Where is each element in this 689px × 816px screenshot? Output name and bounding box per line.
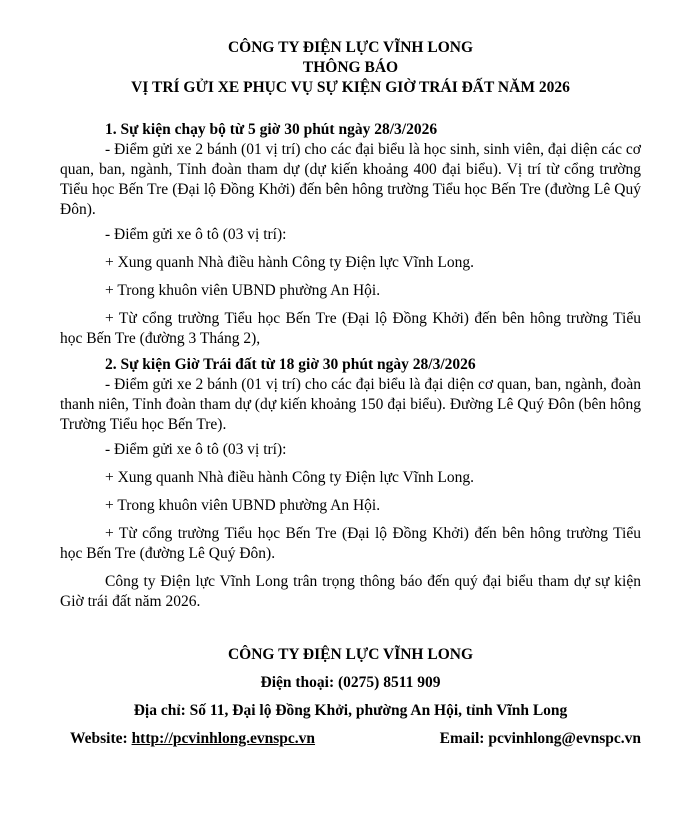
document-header: [60, 0, 641, 98]
section-1-title: 1. Sự kiện chạy bộ từ 5 giờ 30 phút ngày 28/3/2026: [105, 121, 438, 138]
footer-contact-line: [60, 729, 641, 749]
footer-phone: Điện thoại: (0275) 8511 909: [260, 674, 441, 691]
footer-email: Email: pcvinhlong@evnspc.vn: [439, 730, 641, 747]
notice-title: THÔNG BÁO: [302, 59, 399, 76]
section-2-paragraph: - Điểm gửi xe 2 bánh (01 vị trí) cho các đại biểu là đại diện cơ quan, ban, ngành, đoàn thanh niên, Tỉnh đoàn tham dự (dự kiến khoảng 150 đại biểu). Đường Lê Quý Đôn (bên hông Trường Tiểu học Bến Tre).: [60, 376, 641, 433]
closing-paragraph: Công ty Điện lực Vĩnh Long trân trọng thông báo đến quý đại biểu tham dự sự kiện Giờ trái đất năm 2026.: [60, 573, 641, 610]
notice-subject: VỊ TRÍ GỬI XE PHỤC VỤ SỰ KIỆN GIỜ TRÁI ĐẤT NĂM 2026: [131, 79, 570, 96]
footer-address: Địa chỉ: Số 11, Đại lộ Đồng Khởi, phường An Hội, tỉnh Vĩnh Long: [133, 702, 568, 719]
document-footer: [60, 645, 641, 749]
section-2-title: 2. Sự kiện Giờ Trái đất từ 18 giờ 30 phút ngày 28/3/2026: [105, 356, 476, 373]
section-2-paragraph: + Từ cổng trường Tiểu học Bến Tre (Đại lộ Đồng Khởi) đến bên hông trường Tiểu học Bến Tre (đường Lê Quý Đôn).: [60, 525, 641, 562]
section-1-paragraph: + Trong khuôn viên UBND phường An Hội.: [105, 282, 381, 299]
website-label: Website:: [70, 730, 132, 747]
footer-company-name: CÔNG TY ĐIỆN LỰC VĨNH LONG: [227, 646, 474, 663]
section-1-paragraph: + Xung quanh Nhà điều hành Công ty Điện lực Vĩnh Long.: [105, 254, 475, 271]
section-2-paragraph: - Điểm gửi xe ô tô (03 vị trí):: [105, 441, 287, 458]
section-1-paragraph: - Điểm gửi xe ô tô (03 vị trí):: [105, 226, 287, 243]
footer-website: [70, 729, 315, 749]
section-1-paragraph: + Từ cổng trường Tiểu học Bến Tre (Đại lộ Đồng Khởi) đến bên hông trường Tiểu học Bến Tre (đường 3 Tháng 2),: [60, 310, 641, 347]
section-1-paragraph: - Điểm gửi xe 2 bánh (01 vị trí) cho các đại biểu là học sinh, sinh viên, đại diện các cơ quan, ban, ngành, Tỉnh đoàn tham dự (dự kiến khoảng 400 đại biểu). Vị trí từ cổng trường Tiểu học Bến Tre (Đại lộ Đồng Khởi) đến bên hông trường Tiểu học Bến Tre (đường Lê Quý Đôn).: [60, 141, 641, 218]
company-name: CÔNG TY ĐIỆN LỰC VĨNH LONG: [227, 39, 474, 56]
section-2-paragraph: + Xung quanh Nhà điều hành Công ty Điện lực Vĩnh Long.: [105, 469, 475, 486]
website-link[interactable]: http://pcvinhlong.evnspc.vn: [131, 730, 316, 747]
section-2-paragraph: + Trong khuôn viên UBND phường An Hội.: [105, 497, 381, 514]
